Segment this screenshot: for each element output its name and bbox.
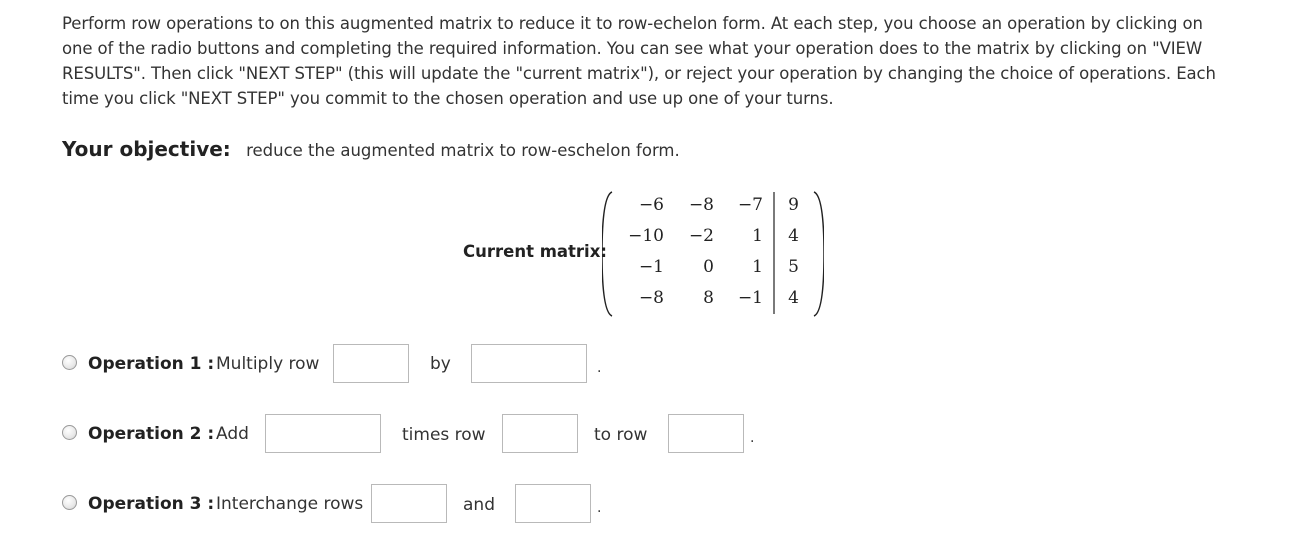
operation-1-by-text: by (430, 354, 451, 374)
operation-1-label: Operation 1 : (88, 354, 215, 374)
matrix-cell: 1 (752, 226, 763, 246)
operation-3-row-b-input[interactable] (515, 484, 591, 523)
matrix-cell: −10 (628, 226, 664, 246)
operation-3-radio[interactable] (62, 495, 77, 510)
instructions-text: Perform row operations to on this augmented matrix to reduce it to row-echelon form. At each step, you choose an operation by clicking on one of the radio buttons and completing the required information. You can see what your operation does to the matrix by clicking on "VIEW RESULTS". Then click "NEXT STEP" (this will update the "current matrix"), or reject your operation by changing the choice of operations. Each time you click "NEXT STEP" you commit to the chosen operation and use up one of your turns. (62, 14, 1216, 108)
operation-1-radio[interactable] (62, 355, 77, 370)
operation-2-text: Add (216, 424, 249, 444)
objective (62, 137, 680, 161)
matrix-cell: −6 (638, 195, 664, 215)
matrix-cell: −1 (638, 257, 664, 277)
operation-1-text: Multiply row (216, 354, 320, 374)
matrix-cell: 8 (703, 288, 714, 308)
matrix-cell: 0 (703, 257, 714, 277)
objective-label: Your objective: (62, 137, 231, 161)
matrix-cell: 5 (788, 257, 799, 277)
current-matrix-label: Current matrix: (463, 242, 607, 261)
operation-1-factor-input[interactable] (471, 344, 587, 383)
matrix-cell: −7 (737, 195, 763, 215)
operation-2-source-row-input[interactable] (502, 414, 578, 453)
operation-2-period: . (750, 430, 755, 446)
matrix-cell: −8 (638, 288, 664, 308)
operation-2-times-row-text: times row (402, 425, 486, 445)
matrix-cell: −8 (688, 195, 714, 215)
operation-2-to-row-text: to row (594, 425, 648, 445)
operation-3-label: Operation 3 : (88, 494, 215, 514)
matrix-cell: −1 (737, 288, 763, 308)
operation-3-text: Interchange rows (216, 494, 364, 514)
operation-1-row-input[interactable] (333, 344, 409, 383)
operation-2-label: Operation 2 : (88, 424, 215, 444)
current-matrix (602, 188, 824, 320)
matrix-cell: 4 (788, 288, 799, 308)
operation-3-period: . (597, 500, 602, 516)
operation-1-period: . (597, 360, 602, 376)
objective-text: reduce the augmented matrix to row-eschelon form. (246, 141, 680, 160)
operation-2-target-row-input[interactable] (668, 414, 744, 453)
operation-3-and-text: and (463, 495, 495, 515)
matrix-cell: 9 (788, 195, 799, 215)
matrix-cell: 4 (788, 226, 799, 246)
operation-3-row-a-input[interactable] (371, 484, 447, 523)
operation-2-radio[interactable] (62, 425, 77, 440)
operation-2-multiplier-input[interactable] (265, 414, 381, 453)
matrix-cell: −2 (688, 226, 714, 246)
matrix-cell: 1 (752, 257, 763, 277)
